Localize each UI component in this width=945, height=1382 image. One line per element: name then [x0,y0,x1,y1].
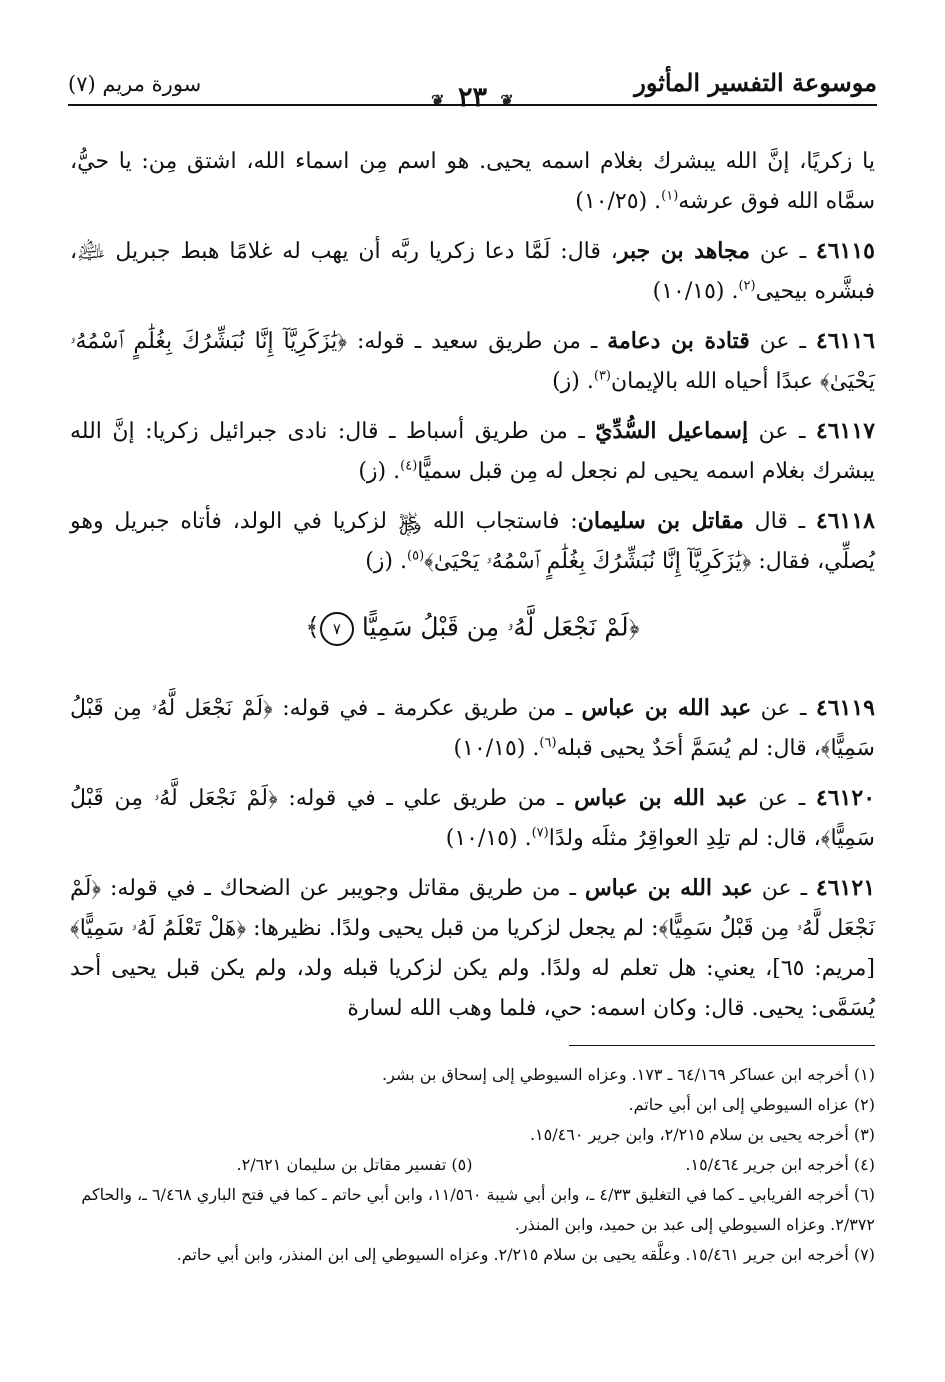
ayah-number-icon: ٧ [320,612,354,646]
quran-quote: ﴿لَمْ نَجْعَل لَّهُۥ مِن قَبْلُ سَمِيًّا﴾ [70,876,875,941]
narration-number: ٤٦١١٨ [815,508,875,534]
narration-text: [مريم: ٦٥]، يعني: هل تعلم له ولدًا. ولم يكن لزكريا قبله ولد، ولم يكن قبل يحيى أحد يُسَمَّى: يحيى. قال: وكان اسمه: حي، فلما وهب الله لسارة [70,956,875,1021]
narration [70,868,875,1029]
narration-intro: ـ عن [749,329,806,354]
narration [70,778,875,859]
narration [70,231,875,312]
footnote: (٢) عزاه السيوطي إلى ابن أبي حاتم. [628,1095,875,1114]
cross-reference: . (١٠/١٥) [445,826,532,851]
narration-text: : لم يجعل لزكريا من قبل يحيى ولدًا. نظيرها: [246,916,659,941]
narration-text: ـ من طريق مقاتل وجويبر عن الضحاك ـ في قوله: [101,876,585,901]
footnote: (٤) أخرجه ابن جرير ١٥/٤٦٤. [685,1155,875,1174]
footnote: (٥) تفسير مقاتل بن سليمان ٢/٦٢١. [236,1155,473,1174]
narration-intro: ـ عن [750,239,807,264]
narrator-name: عبد الله بن عباس [584,875,753,901]
ornament-left-icon: ❦ [431,91,445,110]
footnote: (٧) أخرجه ابن جرير ١٥/٤٦١. وعلَّقه يحيى بن سلام ٢/٢١٥. وعزاه السيوطي إلى ابن المنذر، وابن أبي حاتم. [176,1245,875,1264]
narration-text: ـ من طريق علي ـ في قوله: [277,786,575,811]
narration-text: : فاستجاب الله ﷿ لزكريا في الولد، فأتاه جبريل وهو يُصلِّي، فقال: [70,509,875,574]
narration-number: ٤٦١١٦ [815,328,875,354]
cross-reference: . (١٠/١٥) [652,279,739,304]
cross-reference: . (١٠/١٥) [453,736,540,761]
verse-heading [70,612,875,646]
narration-number: ٤٦١١٩ [815,695,875,721]
main-text [70,142,875,591]
narrator-name: إسماعيل السُّدِّيّ [595,418,749,444]
ornament-right-icon: ❦ [500,91,514,110]
verse-text: ﴿لَمْ نَجْعَل لَّهُۥ مِن قَبْلُ سَمِيًّا [361,612,640,642]
footnote-marker: (٧) [531,825,549,841]
narration-text: ، قال: لم تلِدِ العواقِرُ مثلَه ولدًا [548,826,821,851]
cross-reference: . (ز) [365,549,407,574]
narration-intro: ـ عن [747,786,806,811]
narration-text: ، قال: لم يُسَمَّ أحَدٌ يحيى قبله [556,736,821,761]
footnote-row [70,1150,875,1180]
narration-number: ٤٦١١٥ [815,238,875,264]
narration [70,501,875,582]
cross-reference: . (ز) [552,369,594,394]
narration [70,321,875,402]
paragraph-text: يا زكريًا، إنَّ الله يبشرك بغلام اسمه يحيى. هو اسم مِن اسماء الله، اشتق مِن: يا حيُّ، سمَّاه الله فوق عرشه [70,149,875,214]
narrator-name: قتادة بن دعامة [607,328,750,354]
cross-reference: . (١٠/٢٥) [575,189,662,214]
narration-text: ـ من طريق سعيد ـ قوله: [347,329,608,354]
book-title: موسوعة التفسير المأثور [634,68,877,97]
cross-reference: . (ز) [358,459,401,484]
footnote: (٣) أخرجه يحيى بن سلام ٢/٢١٥، وابن جرير ١٥/٤٦٠. [529,1125,875,1144]
narration-text: عبدًا أحياه الله بالإيمان [611,369,820,394]
narration-text: ـ من طريق أسباط ـ قال: نادى جبرائيل زكريا: إنَّ الله يبشرك بغلام اسمه يحيى لم نجعل له مِن قبل سميًّا [70,419,875,484]
verse-close-bracket: ﴾ [305,612,320,642]
narrator-name: عبد الله بن عباس [574,785,748,811]
footnote-divider [569,1045,875,1046]
narrator-name: مجاهد بن جبر [617,238,750,264]
surah-title: سورة مريم (٧) [68,72,202,96]
footnote-marker: (١) [661,188,679,204]
page-number: ٢٣ [457,82,487,113]
header-divider [68,104,877,106]
footnote-marker: (٤) [400,458,418,474]
narration-number: ٤٦١٢١ [815,875,876,901]
narrator-name: مقاتل بن سليمان [577,508,744,534]
footnote-marker: (٣) [593,368,611,384]
footnote-marker: (٦) [539,735,557,751]
narration-number: ٤٦١١٧ [815,418,876,444]
narration-text: ، قال: لَمَّا دعا زكريا ربَّه أن يهب له غلامًا هبط جبريل ﵇، فبشَّره بيحيى [70,239,875,304]
narration-intro: ـ عن [751,696,807,721]
footnote-marker: (٢) [738,278,756,294]
quran-quote: ﴿لَمْ نَجْعَل لَّهُۥ مِن قَبْلُ سَمِيًّا﴾ [70,696,875,761]
quran-quote: ﴿يَٰزَكَرِيَّآ إِنَّا نُبَشِّرُكَ بِغُلَٰمٍ ٱسْمُهُۥ يَحْيَىٰ﴾ [424,549,752,574]
footnote: (٦) أخرجه الفريابي ـ كما في التغليق ٤/٣٣ ـ، وابن أبي شيبة ١١/٥٦٠، وابن أبي حاتم ـ كما في فتح الباري ٦/٤٦٨ ـ، والحاكم ٢/٣٧٢. وعزاه السيوطي إلى عبد بن حميد، وابن المنذر. [81,1185,875,1234]
narration [70,688,875,769]
main-text-continued [70,688,875,1038]
quran-quote: ﴿لَمْ نَجْعَل لَّهُۥ مِن قَبْلُ سَمِيًّا﴾ [70,786,875,851]
quran-quote: ﴿هَلْ تَعْلَمُ لَهُۥ سَمِيًّا﴾ [70,916,247,941]
footnotes [70,1060,875,1270]
page-header [68,64,877,120]
narration-text: ـ من طريق عكرمة ـ في قوله: [272,696,582,721]
narration-number: ٤٦١٢٠ [815,785,876,811]
narration-intro: ـ قال [743,509,806,534]
footnote-marker: (٥) [407,548,425,564]
paragraph [70,142,875,222]
narration [70,411,875,492]
narration-intro: ـ عن [752,876,808,901]
quran-quote: ﴿يَٰزَكَرِيَّآ إِنَّا نُبَشِّرُكَ بِغُلَٰمٍ ٱسْمُهُۥ يَحْيَىٰ﴾ [70,329,875,394]
narrator-name: عبد الله بن عباس [581,695,752,721]
narration-intro: ـ عن [748,419,806,444]
footnote: (١) أخرجه ابن عساكر ٦٤/١٦٩ ـ ١٧٣. وعزاه السيوطي إلى إسحاق بن بشر. [382,1065,875,1084]
